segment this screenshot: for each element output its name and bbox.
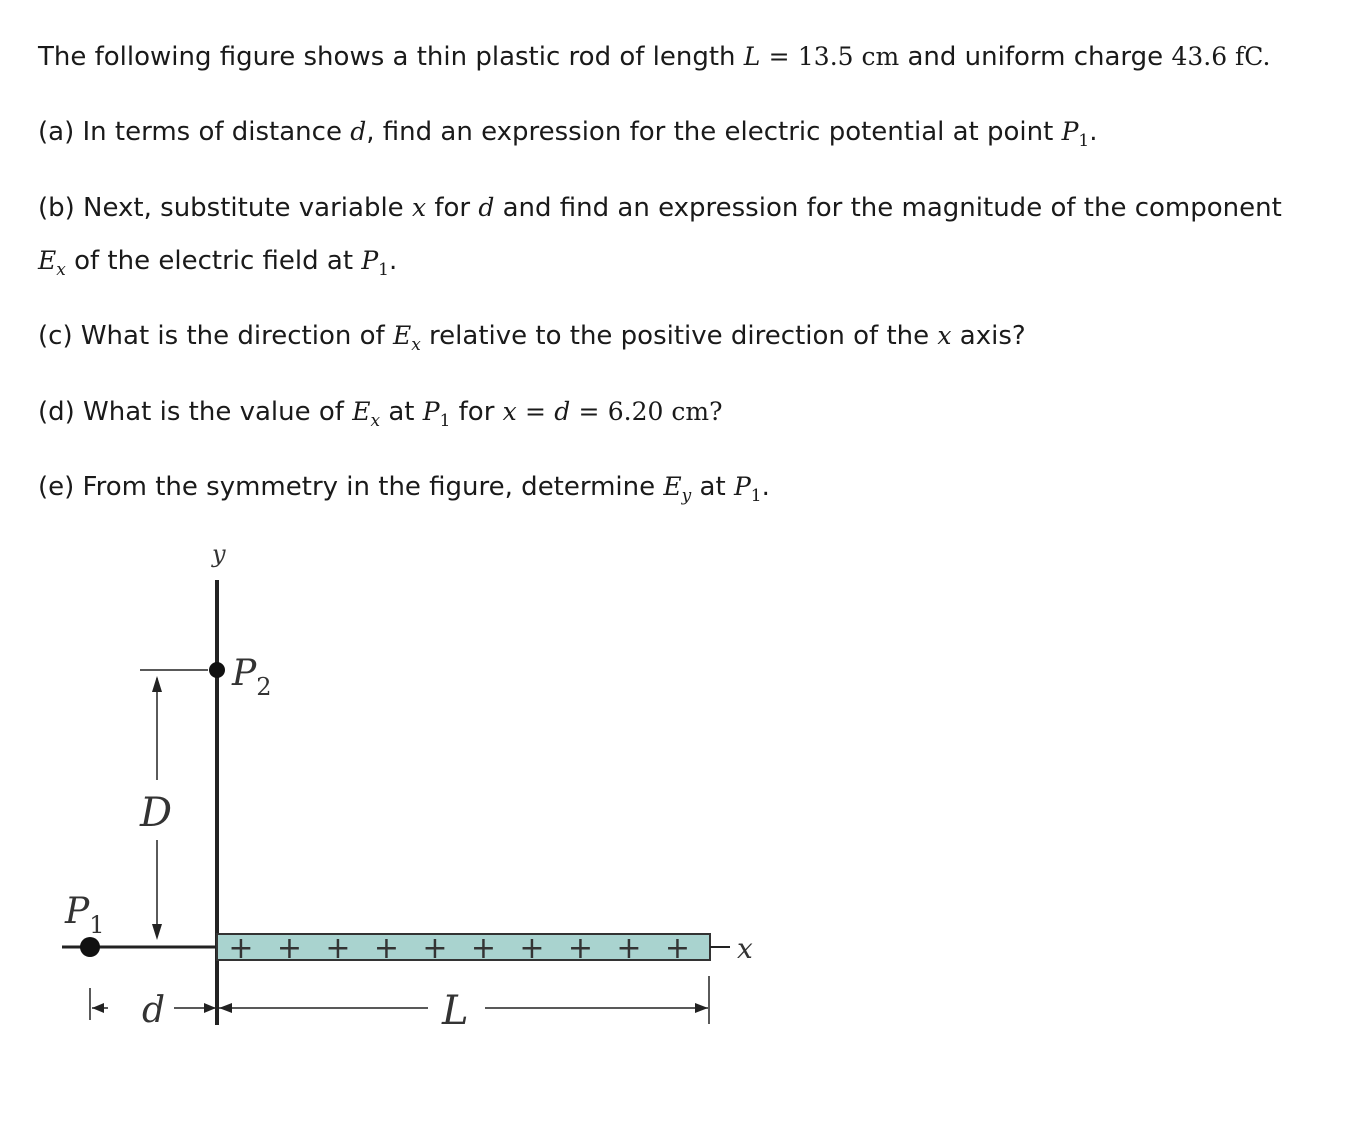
question-b: (b) Next, substitute variable x for d and find an expression for the magnitude of the component [38,193,1282,223]
question-b-continued: $E_x$ of the electric field at $P_1$. [38,246,398,280]
plus-charge: + [422,931,448,966]
plus-charge: + [325,931,351,966]
D-label: D [140,790,173,836]
question-c: (c) What is the direction of $E_x$ relative to the positive direction of the x axis? [38,321,1026,355]
d-arrowhead-left [92,1003,104,1013]
question-a: (a) In terms of distance d, find an expression for the electric potential at point $P_1$. [38,117,1098,151]
plus-charge: + [616,931,642,966]
question-d: (d) What is the value of $E_x$ at $P_1$ for x = d = 6.20 cm? [38,397,723,431]
rod-figure [40,530,780,1040]
plus-charge: + [470,931,497,966]
P1-point [80,937,100,957]
question-e: (e) From the symmetry in the figure, determine $E_y$ at $P_1$. [38,472,770,506]
plus-charge: + [519,931,545,966]
plus-charge: + [276,931,303,966]
P2-point [209,662,225,678]
x-axis-label: x [737,932,753,965]
P1-label: $P_1$ [65,891,105,939]
plus-charge: + [664,931,691,966]
rod-length-value: 13.5 cm [797,42,900,71]
D-arrowhead-up [152,676,162,692]
d-label: d [142,990,166,1031]
L-label: L [442,988,469,1034]
y-axis-label: y [212,540,226,568]
d-arrowhead-right [204,1003,216,1013]
plus-charge: + [373,931,400,966]
P2-label: $P_2$ [232,653,272,701]
D-arrowhead-down [152,924,162,940]
charge-value: 43.6 fC. [1171,42,1271,71]
L-arrowhead-left [219,1003,232,1013]
plus-charge: + [228,931,254,966]
distance-value: 6.20 cm? [607,397,723,426]
L-arrowhead-right [695,1003,708,1013]
plus-charge: + [567,931,594,966]
intro-sentence: The following figure shows a thin plastic rod of length L = 13.5 cm and uniform charge 43.6 fC. [38,42,1271,72]
